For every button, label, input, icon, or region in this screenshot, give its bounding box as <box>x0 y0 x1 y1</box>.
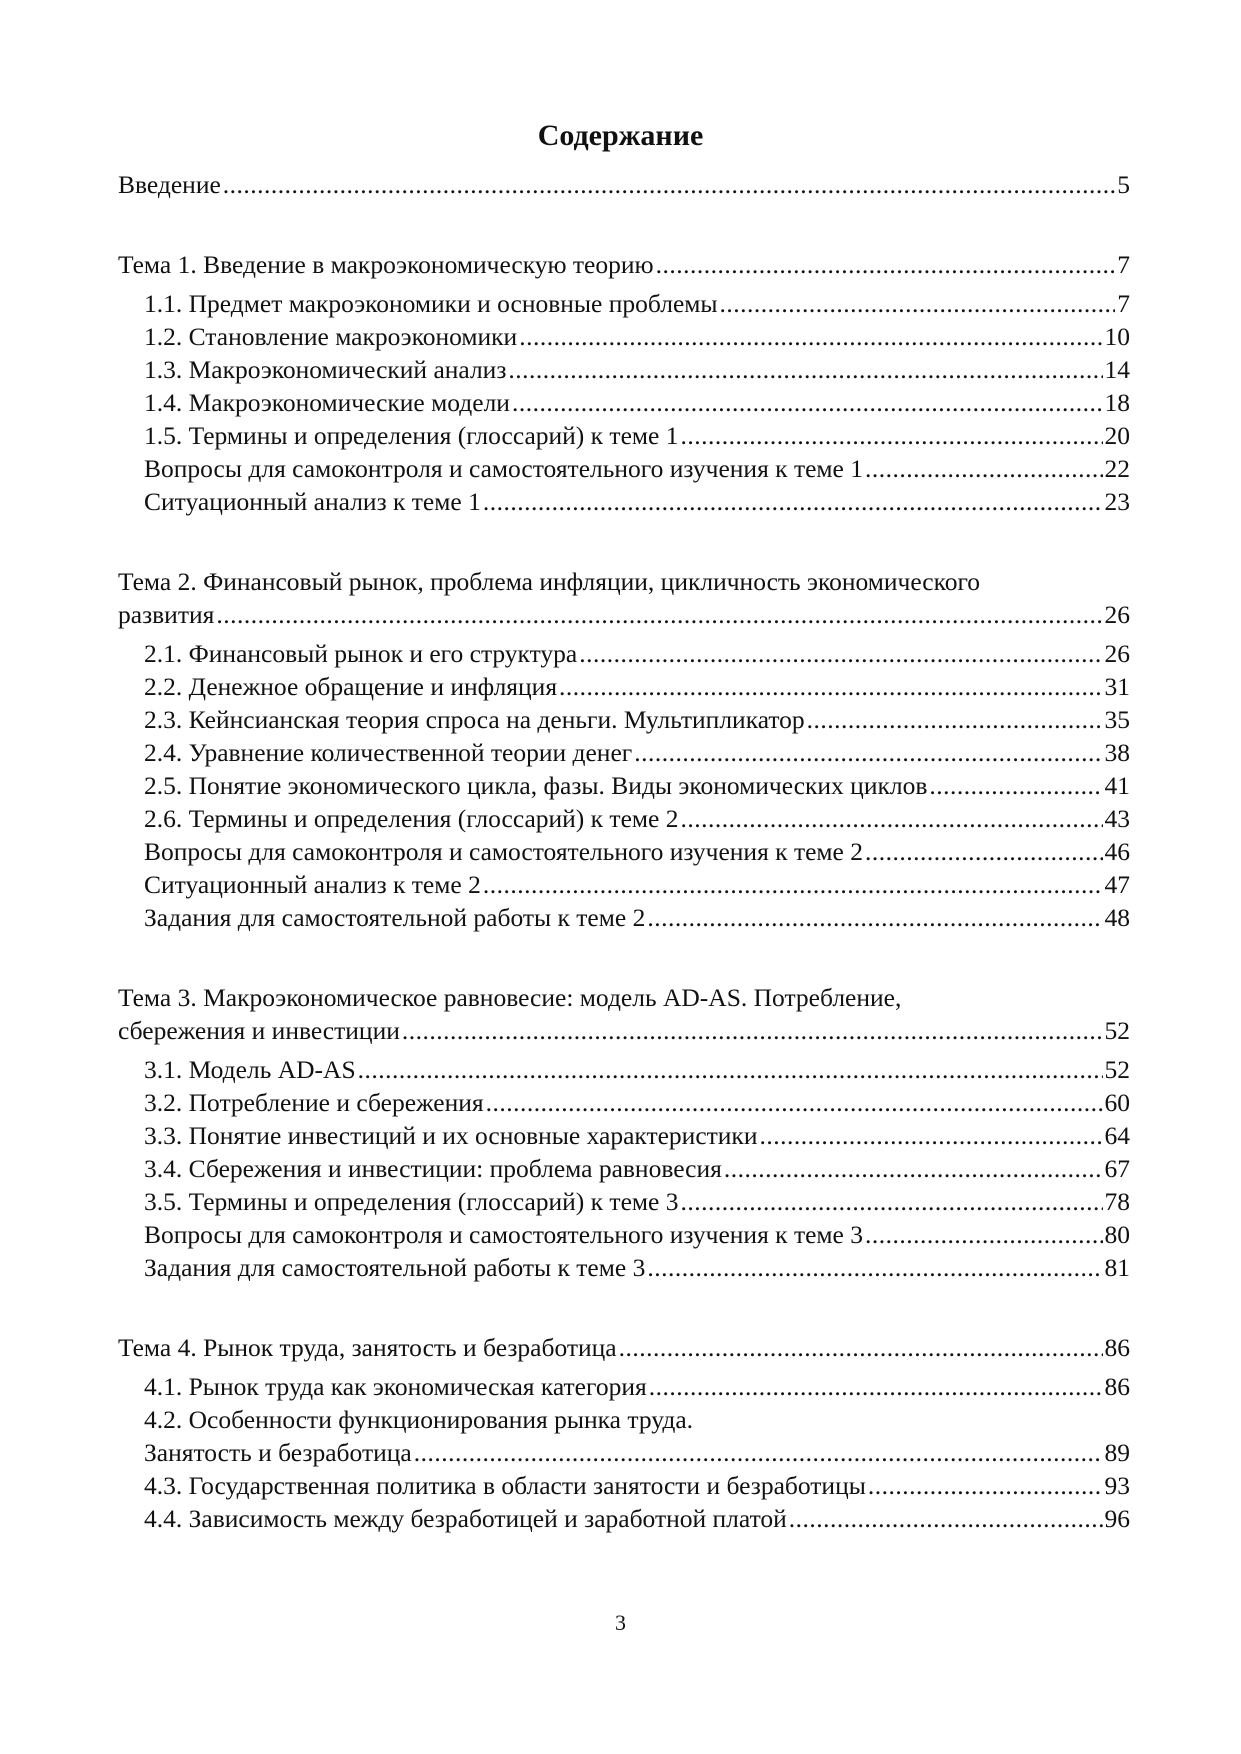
toc-entry[interactable] <box>144 419 1130 453</box>
toc-dot-leader <box>647 901 1102 935</box>
toc-entry-page: 67 <box>1104 1154 1130 1183</box>
toc-entry-label: 2.6. Термины и определения (глоссарий) к теме 2 <box>144 804 679 833</box>
toc-entry-page: 26 <box>1104 600 1130 629</box>
toc-entry-label: 1.1. Предмет макроэкономики и основные проблемы <box>144 289 718 318</box>
toc-entry-page: 20 <box>1104 421 1130 450</box>
toc-dot-leader <box>868 1469 1103 1503</box>
toc-entry-page: 5 <box>1117 170 1130 199</box>
toc-entry[interactable] <box>144 901 1130 935</box>
toc-entry-page: 26 <box>1104 639 1130 668</box>
toc-entry[interactable] <box>144 637 1130 671</box>
toc-entry-page: 89 <box>1104 1438 1130 1467</box>
toc-entry-label: 3.2. Потребление и сбережения <box>144 1088 484 1117</box>
toc-entry-label: Вопросы для самоконтроля и самостоятельного изучения к теме 3 <box>144 1220 863 1249</box>
toc-entry-page: 86 <box>1104 1333 1130 1362</box>
toc-entry-page: 14 <box>1104 355 1130 384</box>
toc-entry-page: 48 <box>1104 903 1130 932</box>
toc-entry-label: 2.2. Денежное обращение и инфляция <box>144 672 558 701</box>
toc-entry-label: 1.5. Термины и определения (глоссарий) к теме 1 <box>144 421 679 450</box>
toc-dot-leader <box>789 1502 1103 1536</box>
toc-entry-page: 23 <box>1104 487 1130 516</box>
toc-entry-page: 96 <box>1104 1504 1130 1533</box>
toc-dot-leader <box>807 703 1103 737</box>
page-title: Содержание <box>537 119 704 152</box>
toc-dot-leader <box>634 736 1102 770</box>
toc-entry-page: 41 <box>1104 771 1130 800</box>
toc-entry[interactable] <box>144 1152 1130 1186</box>
toc-dot-leader <box>512 386 1103 420</box>
toc-entry-page: 31 <box>1104 672 1130 701</box>
toc-entry[interactable] <box>144 386 1130 420</box>
toc-dot-leader <box>358 1053 1103 1087</box>
toc-entry-label: 3.3. Понятие инвестиций и их основные характеристики <box>144 1121 758 1150</box>
toc-entry-label: 3.5. Термины и определения (глоссарий) к теме 3 <box>144 1187 679 1216</box>
toc-topic-heading[interactable] <box>118 1331 1130 1365</box>
toc-entry-page: 60 <box>1104 1088 1130 1117</box>
toc-dot-leader <box>223 168 1115 202</box>
toc-entry[interactable] <box>144 1502 1130 1536</box>
toc-entry-label: 3.1. Модель AD-AS <box>144 1055 356 1084</box>
toc-entry[interactable] <box>144 703 1130 737</box>
toc-entry-label: Вопросы для самоконтроля и самостоятельного изучения к теме 1 <box>144 454 863 483</box>
toc-dot-leader <box>649 1370 1103 1404</box>
toc-entry[interactable] <box>144 1185 1130 1219</box>
toc-dot-leader <box>680 1185 1102 1219</box>
toc-entry-label: 1.2. Становление макроэкономики <box>144 322 518 351</box>
toc-entry-page: 38 <box>1104 738 1130 767</box>
toc-entry-page: 86 <box>1104 1372 1130 1401</box>
toc-entry[interactable] <box>144 320 1130 354</box>
toc-entry-page: 52 <box>1104 1016 1130 1045</box>
toc-entry[interactable] <box>144 1370 1130 1404</box>
toc-entry-label: сбережения и инвестиции <box>118 1016 400 1045</box>
toc-entry-label: 2.3. Кейнсианская теория спроса на деньги. Мультипликатор <box>144 705 805 734</box>
toc-entry[interactable] <box>144 287 1130 321</box>
toc-entry-page: 47 <box>1104 870 1130 899</box>
toc-entry[interactable] <box>144 1218 1130 1252</box>
toc-entry-label: 3.4. Сбережения и инвестиции: проблема равновесия <box>144 1154 722 1183</box>
toc-dot-leader <box>865 452 1103 486</box>
toc-entry-page: 22 <box>1104 454 1130 483</box>
toc-entry-label: Ситуационный анализ к теме 2 <box>144 870 481 899</box>
toc-entry[interactable] <box>144 670 1130 704</box>
toc-entry[interactable] <box>144 353 1130 387</box>
toc-dot-leader <box>216 598 1102 632</box>
toc-entry[interactable] <box>144 452 1130 486</box>
toc-entry-page: 64 <box>1104 1121 1130 1150</box>
toc-entry-label: Задания для самостоятельной работы к теме 3 <box>144 1253 646 1282</box>
toc-entry-page: 93 <box>1104 1471 1130 1500</box>
toc-entry[interactable] <box>144 802 1130 836</box>
toc-topic-heading[interactable] <box>118 248 1130 282</box>
toc-entry[interactable] <box>144 1436 1130 1470</box>
toc-dot-leader <box>559 670 1102 704</box>
page-number: 3 <box>615 1610 626 1635</box>
toc-entry[interactable] <box>144 835 1130 869</box>
toc-entry-page: 52 <box>1104 1055 1130 1084</box>
toc-entry-page: 10 <box>1104 322 1130 351</box>
toc-entry-label: 1.3. Макроэкономический анализ <box>144 355 507 384</box>
toc-dot-leader <box>508 353 1102 387</box>
toc-dot-leader <box>619 1331 1103 1365</box>
toc-dot-leader <box>414 1436 1103 1470</box>
toc-dot-leader <box>579 637 1102 671</box>
toc-entry[interactable] <box>144 769 1130 803</box>
toc-topic-heading-line[interactable]: Тема 2. Финансовый рынок, проблема инфляции, цикличность экономического <box>118 567 981 596</box>
toc-dot-leader <box>519 320 1102 354</box>
toc-entry-page: 43 <box>1104 804 1130 833</box>
toc-topic-heading[interactable] <box>118 598 1130 632</box>
toc-entry-page: 81 <box>1104 1253 1130 1282</box>
toc-entry-label: развития <box>118 600 215 629</box>
toc-entry-label: Занятость и безработица <box>144 1438 412 1467</box>
toc-entry-page: 35 <box>1104 705 1130 734</box>
toc-entry-page: 78 <box>1104 1187 1130 1216</box>
toc-dot-leader <box>865 835 1103 869</box>
toc-entry[interactable] <box>144 1469 1130 1503</box>
toc-dot-leader <box>720 287 1116 321</box>
toc-dot-leader <box>929 769 1102 803</box>
toc-dot-leader <box>402 1014 1103 1048</box>
toc-entry-label: Ситуационный анализ к теме 1 <box>144 487 481 516</box>
toc-entry-page: 7 <box>1117 289 1130 318</box>
toc-entry-page: 46 <box>1104 837 1130 866</box>
toc-entry-label: 2.1. Финансовый рынок и его структура <box>144 639 578 668</box>
toc-dot-leader <box>656 248 1116 282</box>
toc-dot-leader <box>680 419 1102 453</box>
toc-entry[interactable] <box>144 1086 1130 1120</box>
toc-entry[interactable] <box>144 1053 1130 1087</box>
toc-entry-label: Тема 4. Рынок труда, занятость и безработица <box>118 1333 617 1362</box>
toc-entry[interactable] <box>144 1251 1130 1285</box>
toc-dot-leader <box>647 1251 1102 1285</box>
toc-entry-label: 4.4. Зависимость между безработицей и заработной платой <box>144 1504 787 1533</box>
toc-entry-label: Тема 1. Введение в макроэкономическую теорию <box>118 250 654 279</box>
toc-entry[interactable] <box>144 1119 1130 1153</box>
toc-entry-label: Задания для самостоятельной работы к теме 2 <box>144 903 646 932</box>
toc-entry-label: 4.3. Государственная политика в области занятости и безработицы <box>144 1471 866 1500</box>
toc-entry-page: 80 <box>1104 1220 1130 1249</box>
toc-dot-leader <box>865 1218 1103 1252</box>
toc-dot-leader <box>486 1086 1103 1120</box>
toc-dot-leader <box>483 868 1103 902</box>
toc-entry[interactable] <box>144 868 1130 902</box>
toc-entry[interactable] <box>144 736 1130 770</box>
toc-dot-leader <box>680 802 1102 836</box>
toc-entry-label: 2.4. Уравнение количественной теории денег <box>144 738 633 767</box>
toc-dot-leader <box>724 1152 1103 1186</box>
toc-entry-label: 2.5. Понятие экономического цикла, фазы. Виды экономических циклов <box>144 771 928 800</box>
toc-entry-page: 7 <box>1117 250 1130 279</box>
toc-entry-line[interactable]: 4.2. Особенности функционирования рынка труда. <box>144 1405 694 1434</box>
toc-entry-label: 4.1. Рынок труда как экономическая категория <box>144 1372 647 1401</box>
toc-topic-heading-line[interactable]: Тема 3. Макроэкономическое равновесие: модель AD-AS. Потребление, <box>118 983 902 1012</box>
toc-entry-label: Вопросы для самоконтроля и самостоятельного изучения к теме 2 <box>144 837 863 866</box>
toc-entry-label: Введение <box>118 170 221 199</box>
toc-dot-leader <box>759 1119 1102 1153</box>
toc-entry[interactable] <box>144 485 1130 519</box>
toc-entry-label: 1.4. Макроэкономические модели <box>144 388 510 417</box>
toc-dot-leader <box>483 485 1103 519</box>
toc-entry-intro[interactable] <box>118 168 1130 202</box>
toc-entry-page: 18 <box>1104 388 1130 417</box>
toc-topic-heading[interactable] <box>118 1014 1130 1048</box>
